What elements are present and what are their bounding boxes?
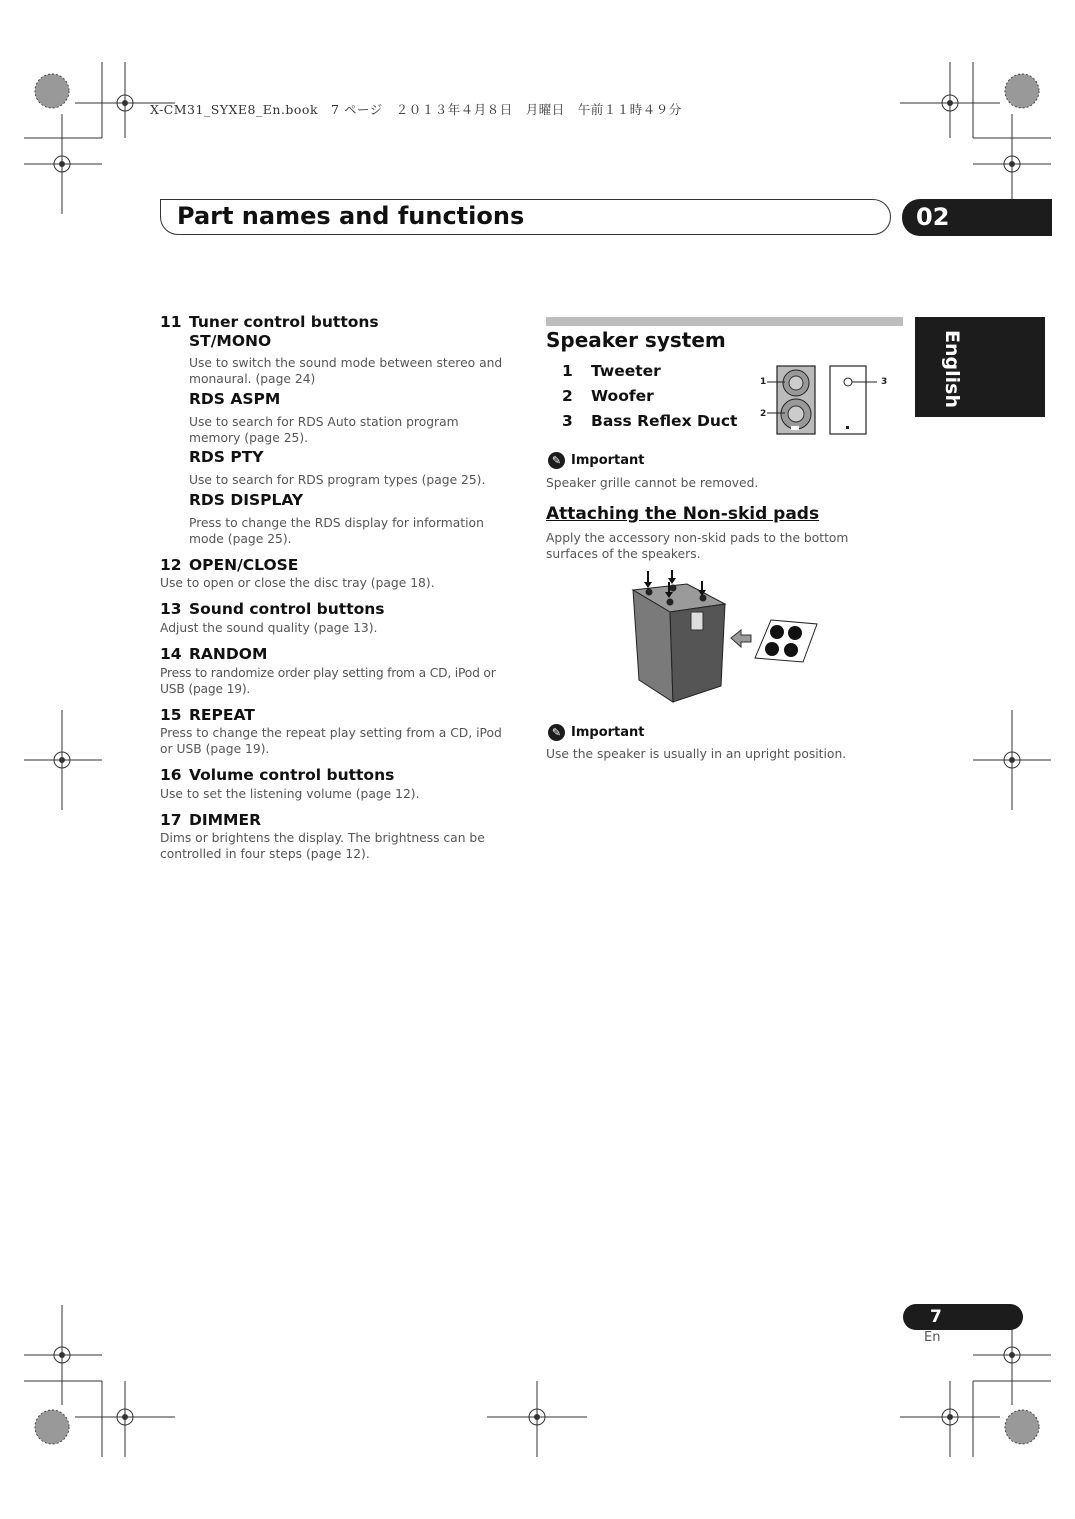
page-number-badge — [903, 1304, 1023, 1330]
item-number: 16 — [160, 766, 182, 784]
item-13 — [160, 600, 385, 618]
diagram-label: 2 — [760, 409, 767, 419]
item-16 — [160, 766, 394, 784]
item-desc: Dims or brightens the display. The brightness can be controlled in four steps (page 12). — [160, 831, 485, 861]
important-icon: ✎ — [548, 452, 565, 469]
page-title: Part names and functions — [177, 202, 525, 230]
important-note — [548, 452, 645, 469]
item-17 — [160, 811, 261, 829]
item-title: DIMMER — [189, 811, 262, 829]
print-header: X-CM31_SYXE8_En.book 7 ページ ２０１３年４月８日 月曜日 午前１１時４９分 — [150, 102, 682, 117]
item-14 — [160, 645, 267, 663]
sub-item-desc: Use to search for RDS program types (page 25). — [189, 473, 486, 487]
page-language: En — [924, 1330, 941, 1345]
item-title: REPEAT — [189, 706, 255, 724]
part-number: 1 — [562, 362, 573, 380]
item-number: 12 — [160, 556, 182, 574]
speaker-part-item — [546, 387, 654, 405]
item-number: 14 — [160, 645, 182, 663]
item-11 — [160, 313, 379, 331]
part-label: Tweeter — [591, 362, 661, 380]
language-label: English — [941, 330, 963, 408]
important-note — [548, 724, 645, 741]
item-title: OPEN/CLOSE — [189, 556, 299, 574]
pads-illustration — [625, 568, 825, 708]
item-title: Tuner control buttons — [189, 313, 379, 331]
sub-item-title: ST/MONO — [189, 332, 272, 350]
sub-item-title: RDS ASPM — [189, 390, 281, 408]
subsection-title: Attaching the Non-skid pads — [546, 504, 820, 524]
section-title: Speaker system — [546, 328, 726, 352]
diagram-label: 3 — [881, 377, 888, 387]
section-rule — [546, 317, 903, 326]
important-label: Important — [571, 725, 645, 740]
sub-item-desc: Use to search for RDS Auto station program memory (page 25). — [189, 415, 459, 445]
item-title: Sound control buttons — [189, 600, 385, 618]
item-desc: Press to randomize order play setting from a CD, iPod or USB (page 19). — [160, 666, 496, 696]
important-text: Speaker grille cannot be removed. — [546, 476, 759, 490]
important-icon: ✎ — [548, 724, 565, 741]
item-desc: Press to change the repeat play setting from a CD, iPod or USB (page 19). — [160, 726, 502, 756]
item-desc: Adjust the sound quality (page 13). — [160, 621, 378, 635]
sub-item-desc: Use to switch the sound mode between stereo and monaural. (page 24) — [189, 356, 503, 386]
speaker-part-item — [546, 412, 737, 430]
chapter-number: 02 — [916, 203, 950, 231]
sub-item-title: RDS DISPLAY — [189, 491, 304, 509]
page-number: 7 — [930, 1307, 942, 1327]
part-label: Bass Reflex Duct — [591, 412, 738, 430]
item-desc: Use to set the listening volume (page 12). — [160, 787, 420, 801]
language-tab — [915, 317, 1045, 417]
part-number: 3 — [562, 412, 573, 430]
part-number: 2 — [562, 387, 573, 405]
speaker-diagram — [755, 362, 895, 438]
item-12 — [160, 556, 298, 574]
sub-item-desc: Press to change the RDS display for information mode (page 25). — [189, 516, 484, 546]
item-15 — [160, 706, 255, 724]
diagram-label: 1 — [760, 377, 767, 387]
item-desc: Use to open or close the disc tray (page 18). — [160, 576, 435, 590]
important-label: Important — [571, 453, 645, 468]
important-text: Use the speaker is usually in an upright position. — [546, 747, 847, 761]
part-label: Woofer — [591, 387, 654, 405]
item-title: RANDOM — [189, 645, 268, 663]
item-number: 13 — [160, 600, 182, 618]
sub-item-title: RDS PTY — [189, 448, 264, 466]
item-number: 17 — [160, 811, 182, 829]
item-number: 11 — [160, 313, 182, 331]
item-title: Volume control buttons — [189, 766, 395, 784]
item-number: 15 — [160, 706, 182, 724]
speaker-part-item — [546, 362, 661, 380]
subsection-text: Apply the accessory non-skid pads to the bottom surfaces of the speakers. — [546, 531, 849, 561]
